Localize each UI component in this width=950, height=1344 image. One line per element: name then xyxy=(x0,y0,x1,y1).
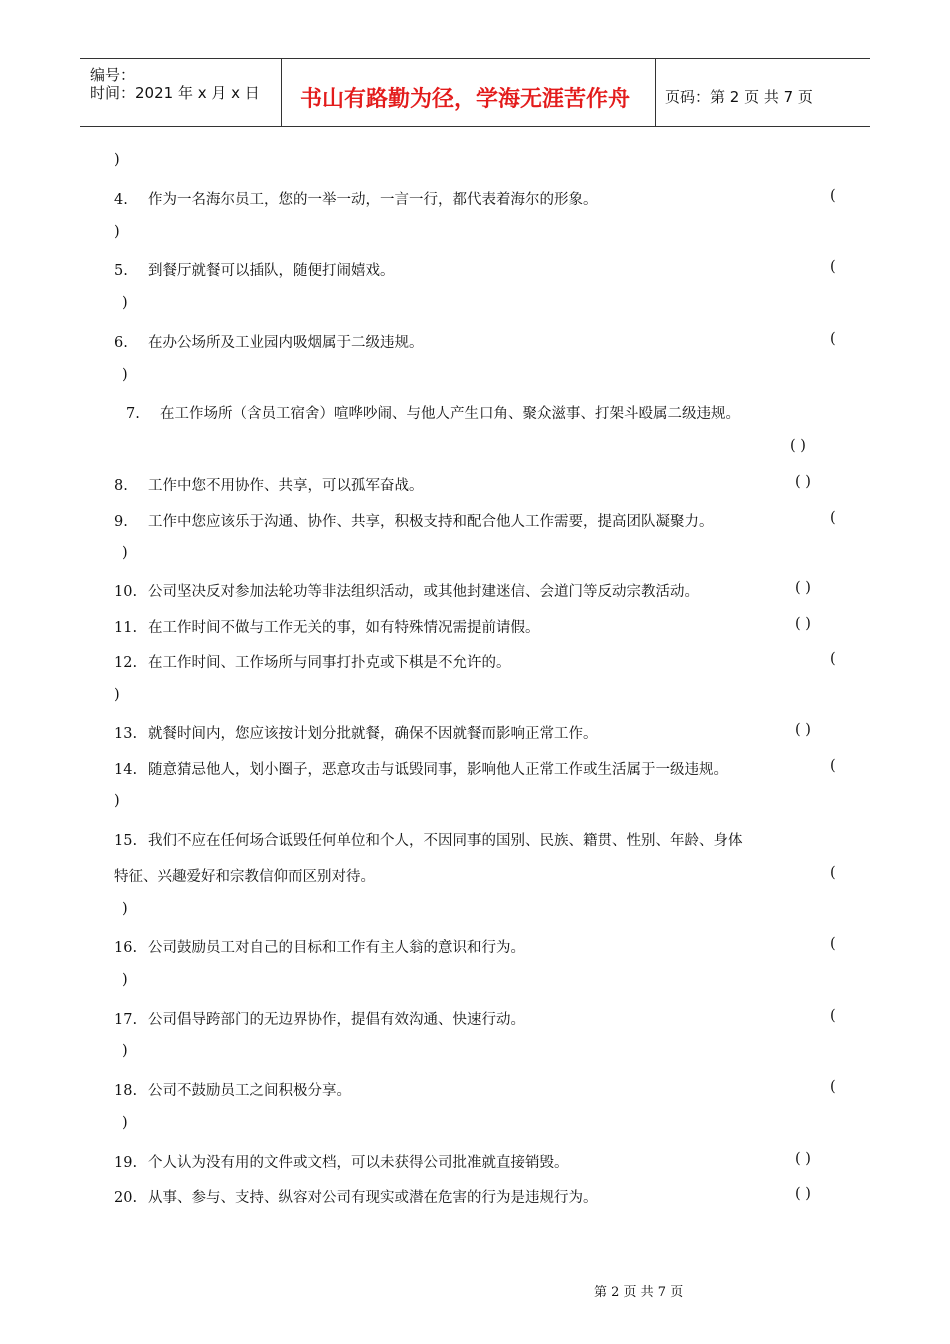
item-number: 8. xyxy=(114,478,128,494)
item-text: 公司不鼓励员工之间积极分享。 xyxy=(148,1083,351,1099)
close-paren: ) xyxy=(122,1115,128,1131)
close-paren: ) xyxy=(122,367,128,383)
header-divider-right xyxy=(655,58,656,127)
open-paren: ( xyxy=(830,1079,836,1095)
item-number: 16. xyxy=(114,940,138,956)
open-paren: ( xyxy=(830,758,836,774)
open-paren: ( xyxy=(830,331,836,347)
time-label: 时间：2021 年 x 月 x 日 xyxy=(90,84,260,102)
close-paren: ) xyxy=(114,224,120,240)
list-item xyxy=(114,616,540,637)
header-motto: 书山有路勤为径，学海无涯苦作舟 xyxy=(300,87,631,112)
list-item xyxy=(114,580,699,601)
item-number: 20. xyxy=(114,1190,138,1206)
item-text: 作为一名海尔员工，您的一举一动，一言一行，都代表着海尔的形象。 xyxy=(148,192,598,208)
list-item xyxy=(114,188,598,209)
answer-parens: ( ) xyxy=(790,438,806,454)
serial-label: 编号： xyxy=(90,66,136,84)
item-number: 10. xyxy=(114,584,138,600)
list-item xyxy=(114,758,728,779)
list-item xyxy=(114,510,714,531)
item-number: 15. xyxy=(114,833,138,849)
list-item xyxy=(126,402,740,423)
list-item xyxy=(114,259,395,280)
close-paren: ) xyxy=(114,687,120,703)
item-text: 在工作时间不做与工作无关的事，如有特殊情况需提前请假。 xyxy=(148,620,540,636)
item-text: 在办公场所及工业园内吸烟属于二级违规。 xyxy=(148,335,424,351)
page-footer: 第 2 页 共 7 页 xyxy=(594,1285,684,1300)
item-number: 17. xyxy=(114,1012,138,1028)
list-item xyxy=(114,936,525,957)
item-number: 12. xyxy=(114,655,138,671)
answer-parens: ( ) xyxy=(795,1151,811,1167)
item-text: 随意猜忌他人，划小圈子，恶意攻击与诋毁同事，影响他人正常工作或生活属于一级违规。 xyxy=(148,762,728,778)
list-item xyxy=(114,1151,569,1172)
item-text: 在工作时间、工作场所与同事打扑克或下棋是不允许的。 xyxy=(148,655,511,671)
list-item xyxy=(114,474,424,495)
list-item xyxy=(114,651,511,672)
item-number: 6. xyxy=(114,335,128,351)
item-text: 工作中您不用协作、共享，可以孤军奋战。 xyxy=(148,478,424,494)
open-paren: ( xyxy=(830,865,836,881)
item-number: 5. xyxy=(114,263,128,279)
item-text: 就餐时间内，您应该按计划分批就餐，确保不因就餐而影响正常工作。 xyxy=(148,726,598,742)
list-item xyxy=(114,722,598,743)
close-paren: ) xyxy=(122,1043,128,1059)
answer-parens: ( ) xyxy=(795,616,811,632)
item-text: 从事、参与、支持、纵容对公司有现实或潜在危害的行为是违规行为。 xyxy=(148,1190,598,1206)
list-item xyxy=(114,331,424,352)
answer-parens: ( ) xyxy=(795,474,811,490)
item-text: 个人认为没有用的文件或文档，可以未获得公司批准就直接销毁。 xyxy=(148,1155,569,1171)
header-top-rule xyxy=(80,58,870,59)
header-divider-left xyxy=(281,58,282,127)
answer-parens: ( ) xyxy=(795,1186,811,1202)
item-text: 工作中您应该乐于沟通、协作、共享，积极支持和配合他人工作需要，提高团队凝聚力。 xyxy=(148,514,714,530)
item-text: 公司鼓励员工对自己的目标和工作有主人翁的意识和行为。 xyxy=(148,940,525,956)
open-paren: ( xyxy=(830,651,836,667)
item-number: 9. xyxy=(114,514,128,530)
list-item xyxy=(114,1186,598,1207)
item-number: 4. xyxy=(114,192,128,208)
close-paren: ) xyxy=(114,152,120,168)
close-paren: ) xyxy=(122,295,128,311)
item-text: 公司坚决反对参加法轮功等非法组织活动，或其他封建迷信、会道门等反动宗教活动。 xyxy=(148,584,699,600)
item-number: 13. xyxy=(114,726,138,742)
page-info: 页码：第 2 页 共 7 页 xyxy=(665,88,813,106)
answer-parens: ( ) xyxy=(795,722,811,738)
item-text: 到餐厅就餐可以插队，随便打闹嬉戏。 xyxy=(148,263,395,279)
open-paren: ( xyxy=(830,259,836,275)
close-paren: ) xyxy=(122,901,128,917)
item-number: 7. xyxy=(126,406,140,422)
item-text: 在工作场所（含员工宿舍）喧哗吵闹、与他人产生口角、聚众滋事、打架斗殴属二级违规。 xyxy=(160,406,740,422)
open-paren: ( xyxy=(830,188,836,204)
close-paren: ) xyxy=(114,793,120,809)
item-text: 我们不应在任何场合诋毁任何单位和个人，不因同事的国别、民族、籍贯、性别、年龄、身体 xyxy=(148,833,743,849)
list-item xyxy=(114,1079,351,1100)
list-item-continuation: 特征、兴趣爱好和宗教信仰而区别对待。 xyxy=(114,869,375,885)
list-item xyxy=(114,829,743,850)
item-text: 公司倡导跨部门的无边界协作，提倡有效沟通、快速行动。 xyxy=(148,1012,525,1028)
answer-parens: ( ) xyxy=(795,580,811,596)
open-paren: ( xyxy=(830,1008,836,1024)
close-paren: ) xyxy=(122,545,128,561)
item-number: 11. xyxy=(114,620,138,636)
open-paren: ( xyxy=(830,936,836,952)
header-bottom-rule xyxy=(80,126,870,127)
item-number: 18. xyxy=(114,1083,138,1099)
close-paren: ) xyxy=(122,972,128,988)
item-number: 19. xyxy=(114,1155,138,1171)
list-item xyxy=(114,1008,525,1029)
item-number: 14. xyxy=(114,762,138,778)
open-paren: ( xyxy=(830,510,836,526)
